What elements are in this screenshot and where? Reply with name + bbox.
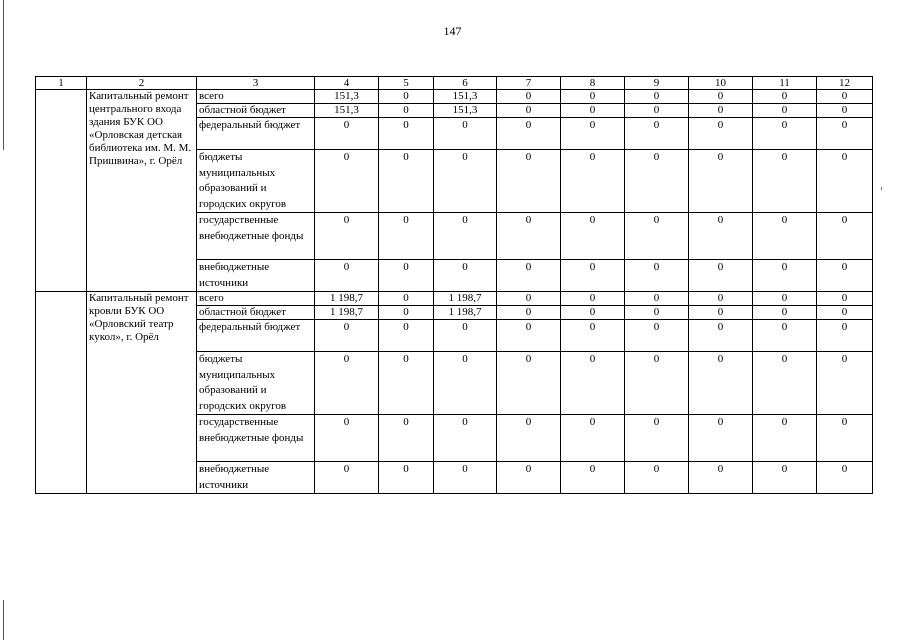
value-cell: 0 (625, 320, 689, 352)
value-cell: 0 (497, 415, 561, 462)
value-cell: 0 (689, 415, 753, 462)
value-cell: 0 (817, 306, 873, 320)
value-cell: 0 (561, 306, 625, 320)
value-cell: 0 (315, 213, 379, 260)
value-cell: 0 (753, 352, 817, 415)
value-cell: 0 (561, 352, 625, 415)
value-cell: 0 (497, 306, 561, 320)
value-cell: 0 (379, 462, 434, 494)
value-cell: 0 (434, 415, 497, 462)
value-cell: 0 (753, 90, 817, 104)
value-cell: 0 (434, 462, 497, 494)
value-cell: 0 (625, 104, 689, 118)
value-cell: 0 (561, 90, 625, 104)
value-cell: 151,3 (434, 104, 497, 118)
value-cell: 0 (434, 150, 497, 213)
funding-source: бюджеты муниципальных образований и городских округов (197, 352, 315, 415)
funding-source: федеральный бюджет (197, 118, 315, 150)
value-cell: 0 (817, 260, 873, 292)
row-number-cell (36, 292, 87, 494)
value-cell: 0 (753, 462, 817, 494)
value-cell: 0 (625, 150, 689, 213)
funding-source: областной бюджет (197, 306, 315, 320)
value-cell: 0 (817, 150, 873, 213)
table-row (36, 90, 873, 104)
project-name: Капитальный ремонт центрального входа здания БУК ОО «Орловская детская библиотека им. М. М. Пришвина», г. Орёл (87, 90, 197, 292)
value-cell: 0 (625, 352, 689, 415)
project-name: Капитальный ремонт кровли БУК ОО «Орловский театр кукол», г. Орёл (87, 292, 197, 494)
funding-source: государственные внебюджетные фонды (197, 415, 315, 462)
scan-edge-mark (3, 0, 4, 150)
column-header: 3 (197, 77, 315, 90)
value-cell: 0 (561, 320, 625, 352)
value-cell: 0 (434, 320, 497, 352)
funding-source: федеральный бюджет (197, 320, 315, 352)
value-cell: 0 (689, 320, 753, 352)
value-cell: 0 (561, 462, 625, 494)
value-cell: 0 (689, 118, 753, 150)
value-cell: 0 (315, 150, 379, 213)
value-cell: 0 (689, 104, 753, 118)
value-cell: 0 (497, 90, 561, 104)
value-cell: 0 (497, 150, 561, 213)
value-cell: 0 (379, 415, 434, 462)
value-cell: 0 (817, 118, 873, 150)
value-cell: 0 (379, 352, 434, 415)
value-cell: 1 198,7 (434, 306, 497, 320)
value-cell: 0 (497, 320, 561, 352)
value-cell: 0 (434, 118, 497, 150)
value-cell: 0 (689, 292, 753, 306)
value-cell: 0 (497, 104, 561, 118)
value-cell: 151,3 (315, 104, 379, 118)
value-cell: 0 (817, 292, 873, 306)
value-cell: 0 (497, 213, 561, 260)
value-cell: 0 (625, 306, 689, 320)
value-cell: 0 (497, 462, 561, 494)
value-cell: 0 (379, 213, 434, 260)
value-cell: 0 (497, 352, 561, 415)
value-cell: 1 198,7 (315, 292, 379, 306)
column-header: 12 (817, 77, 873, 90)
value-cell: 0 (497, 260, 561, 292)
value-cell: 0 (625, 415, 689, 462)
value-cell: 0 (315, 415, 379, 462)
value-cell: 0 (561, 150, 625, 213)
column-number-row (36, 77, 873, 90)
value-cell: 0 (561, 260, 625, 292)
value-cell: 0 (753, 292, 817, 306)
value-cell: 0 (379, 118, 434, 150)
value-cell: 0 (753, 320, 817, 352)
value-cell: 0 (379, 292, 434, 306)
value-cell: 0 (817, 415, 873, 462)
value-cell: 0 (817, 462, 873, 494)
value-cell: 1 198,7 (315, 306, 379, 320)
value-cell: 0 (625, 90, 689, 104)
scan-edge-mark (3, 600, 4, 640)
value-cell: 0 (753, 118, 817, 150)
column-header: 6 (434, 77, 497, 90)
value-cell: 151,3 (315, 90, 379, 104)
value-cell: 0 (625, 462, 689, 494)
value-cell: 0 (379, 104, 434, 118)
value-cell: 0 (315, 320, 379, 352)
value-cell: 0 (753, 415, 817, 462)
value-cell: 0 (379, 306, 434, 320)
scan-speck (881, 187, 882, 190)
value-cell: 0 (689, 213, 753, 260)
value-cell: 0 (689, 462, 753, 494)
value-cell: 0 (625, 260, 689, 292)
column-header: 8 (561, 77, 625, 90)
value-cell: 0 (497, 118, 561, 150)
value-cell: 0 (379, 150, 434, 213)
page-number: 147 (443, 24, 462, 38)
value-cell: 0 (315, 118, 379, 150)
column-header: 5 (379, 77, 434, 90)
value-cell: 0 (315, 462, 379, 494)
value-cell: 0 (689, 352, 753, 415)
value-cell: 0 (817, 90, 873, 104)
column-header: 10 (689, 77, 753, 90)
value-cell: 0 (625, 213, 689, 260)
funding-source: областной бюджет (197, 104, 315, 118)
value-cell: 0 (753, 104, 817, 118)
value-cell: 0 (625, 292, 689, 306)
column-header: 7 (497, 77, 561, 90)
column-header: 9 (625, 77, 689, 90)
value-cell: 0 (315, 352, 379, 415)
value-cell: 0 (561, 118, 625, 150)
value-cell: 0 (379, 320, 434, 352)
funding-source: государственные внебюджетные фонды (197, 213, 315, 260)
financing-table (35, 76, 873, 494)
column-header: 11 (753, 77, 817, 90)
value-cell: 0 (689, 150, 753, 213)
value-cell: 0 (689, 260, 753, 292)
value-cell: 0 (497, 292, 561, 306)
value-cell: 0 (379, 90, 434, 104)
value-cell: 1 198,7 (434, 292, 497, 306)
value-cell: 0 (753, 213, 817, 260)
value-cell: 0 (434, 213, 497, 260)
value-cell: 0 (561, 415, 625, 462)
value-cell: 0 (561, 292, 625, 306)
value-cell: 0 (561, 213, 625, 260)
column-header: 4 (315, 77, 379, 90)
value-cell: 151,3 (434, 90, 497, 104)
funding-source: бюджеты муниципальных образований и городских округов (197, 150, 315, 213)
value-cell: 0 (561, 104, 625, 118)
value-cell: 0 (753, 260, 817, 292)
column-header: 1 (36, 77, 87, 90)
value-cell: 0 (434, 352, 497, 415)
value-cell: 0 (817, 213, 873, 260)
funding-source: всего (197, 292, 315, 306)
funding-source: внебюджетные источники (197, 260, 315, 292)
column-header: 2 (87, 77, 197, 90)
value-cell: 0 (753, 306, 817, 320)
row-number-cell (36, 90, 87, 292)
value-cell: 0 (689, 306, 753, 320)
value-cell: 0 (817, 320, 873, 352)
funding-source: внебюджетные источники (197, 462, 315, 494)
value-cell: 0 (817, 352, 873, 415)
value-cell: 0 (753, 150, 817, 213)
value-cell: 0 (817, 104, 873, 118)
table-body (36, 77, 873, 494)
value-cell: 0 (689, 90, 753, 104)
value-cell: 0 (315, 260, 379, 292)
value-cell: 0 (379, 260, 434, 292)
table-row (36, 292, 873, 306)
value-cell: 0 (434, 260, 497, 292)
funding-source: всего (197, 90, 315, 104)
value-cell: 0 (625, 118, 689, 150)
